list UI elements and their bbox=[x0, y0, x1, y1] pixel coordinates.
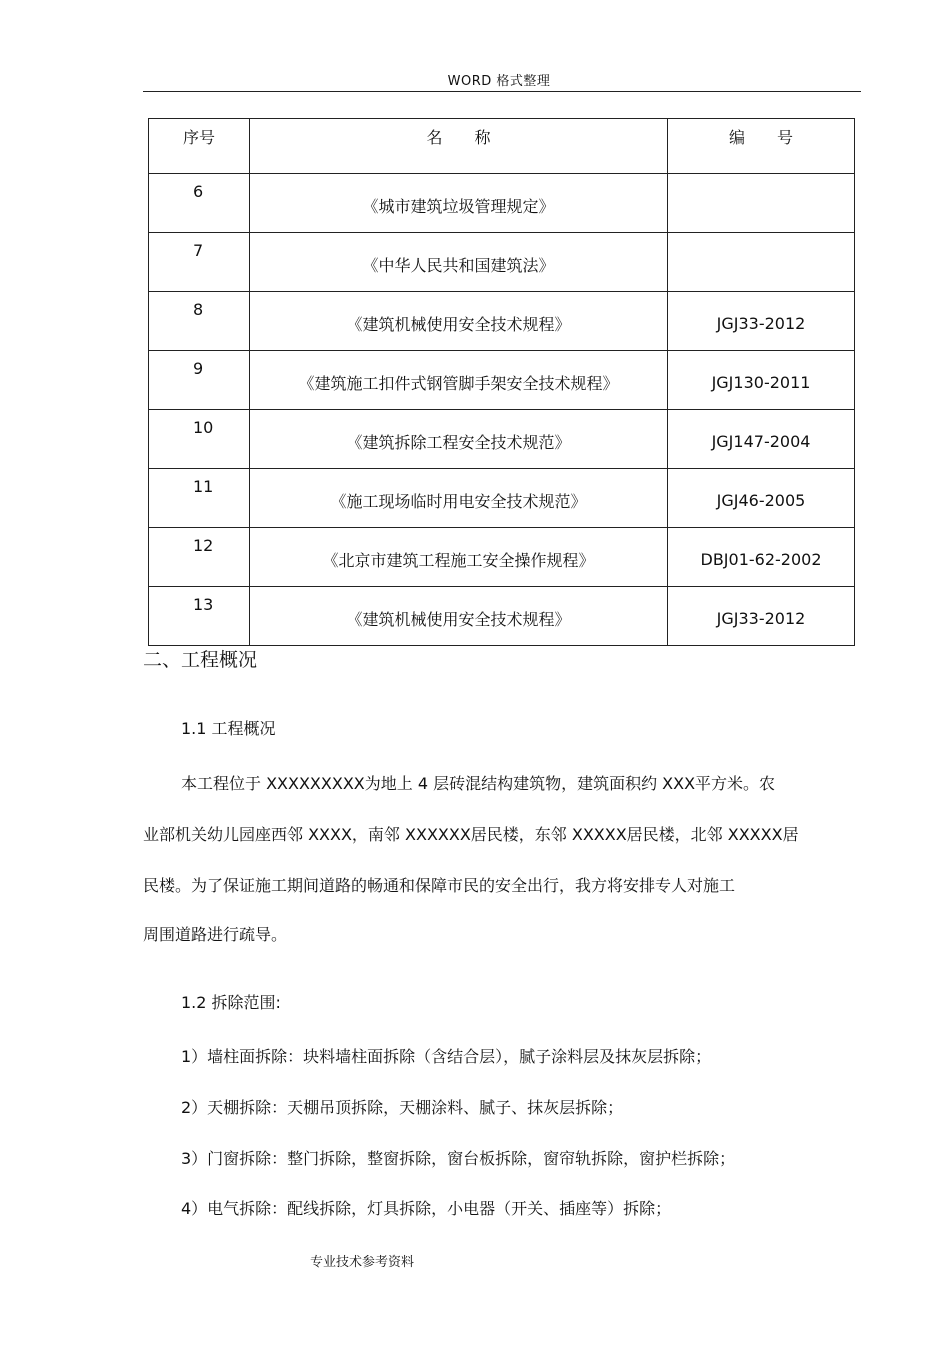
page-footer: 专业技术参考资料 bbox=[310, 1255, 415, 1270]
row-name: 《建筑机械使用安全技术规程》 bbox=[250, 292, 668, 351]
paragraph-line: 本工程位于 XXXXXXXXX为地上 4 层砖混结构建筑物，建筑面积约 XXX平方米。农 bbox=[181, 774, 776, 793]
column-header-seq: 序号 bbox=[149, 119, 250, 174]
table-row bbox=[149, 469, 855, 528]
row-name: 《建筑机械使用安全技术规程》 bbox=[250, 587, 668, 646]
row-code: JGJ33-2012 bbox=[668, 292, 855, 351]
subsection-title-overview: 1.1 工程概况 bbox=[181, 719, 276, 738]
table-row bbox=[149, 587, 855, 646]
list-item: 4）电气拆除：配线拆除，灯具拆除，小电器（开关、插座等）拆除； bbox=[181, 1199, 672, 1218]
list-item: 1）墙柱面拆除：块料墙柱面拆除（含结合层），腻子涂料层及抹灰层拆除； bbox=[181, 1047, 712, 1066]
row-code: JGJ147-2004 bbox=[668, 410, 855, 469]
table-row bbox=[149, 292, 855, 351]
row-code bbox=[668, 174, 855, 233]
column-header-name: 名 称 bbox=[250, 119, 668, 174]
row-code: DBJ01-62-2002 bbox=[668, 528, 855, 587]
list-item: 3）门窗拆除：整门拆除，整窗拆除，窗台板拆除，窗帘轨拆除，窗护栏拆除； bbox=[181, 1149, 736, 1168]
row-seq: 9 bbox=[149, 351, 250, 410]
subsection-title-scope: 1.2 拆除范围: bbox=[181, 993, 281, 1012]
list-item: 2）天棚拆除：天棚吊顶拆除，天棚涂料、腻子、抹灰层拆除； bbox=[181, 1098, 624, 1117]
paragraph-line: 周围道路进行疏导。 bbox=[143, 925, 288, 944]
row-seq: 7 bbox=[149, 233, 250, 292]
paragraph-line: 业部机关幼儿园座西邻 XXXX，南邻 XXXXXX居民楼，东邻 XXXXX居民楼，北邻 XXXXX居 bbox=[143, 825, 799, 844]
row-code: JGJ46-2005 bbox=[668, 469, 855, 528]
standards-table bbox=[148, 118, 855, 646]
row-seq: 13 bbox=[149, 587, 250, 646]
row-code bbox=[668, 233, 855, 292]
row-seq: 6 bbox=[149, 174, 250, 233]
table-header-row bbox=[149, 119, 855, 174]
table-row bbox=[149, 174, 855, 233]
row-seq: 10 bbox=[149, 410, 250, 469]
row-seq: 8 bbox=[149, 292, 250, 351]
row-code: JGJ130-2011 bbox=[668, 351, 855, 410]
row-name: 《中华人民共和国建筑法》 bbox=[250, 233, 668, 292]
row-name: 《建筑拆除工程安全技术规范》 bbox=[250, 410, 668, 469]
row-seq: 11 bbox=[149, 469, 250, 528]
row-name: 《城市建筑垃圾管理规定》 bbox=[250, 174, 668, 233]
table-row bbox=[149, 233, 855, 292]
table-row bbox=[149, 351, 855, 410]
row-name: 《北京市建筑工程施工安全操作规程》 bbox=[250, 528, 668, 587]
row-seq: 12 bbox=[149, 528, 250, 587]
row-name: 《施工现场临时用电安全技术规范》 bbox=[250, 469, 668, 528]
table-row bbox=[149, 528, 855, 587]
page-header: WORD 格式整理 bbox=[447, 74, 551, 89]
row-code: JGJ33-2012 bbox=[668, 587, 855, 646]
header-divider bbox=[143, 91, 861, 92]
row-name: 《建筑施工扣件式钢管脚手架安全技术规程》 bbox=[250, 351, 668, 410]
column-header-code: 编 号 bbox=[668, 119, 855, 174]
table-row bbox=[149, 410, 855, 469]
section-title: 二、工程概况 bbox=[143, 649, 258, 671]
paragraph-line: 民楼。为了保证施工期间道路的畅通和保障市民的安全出行，我方将安排专人对施工 bbox=[143, 876, 736, 895]
